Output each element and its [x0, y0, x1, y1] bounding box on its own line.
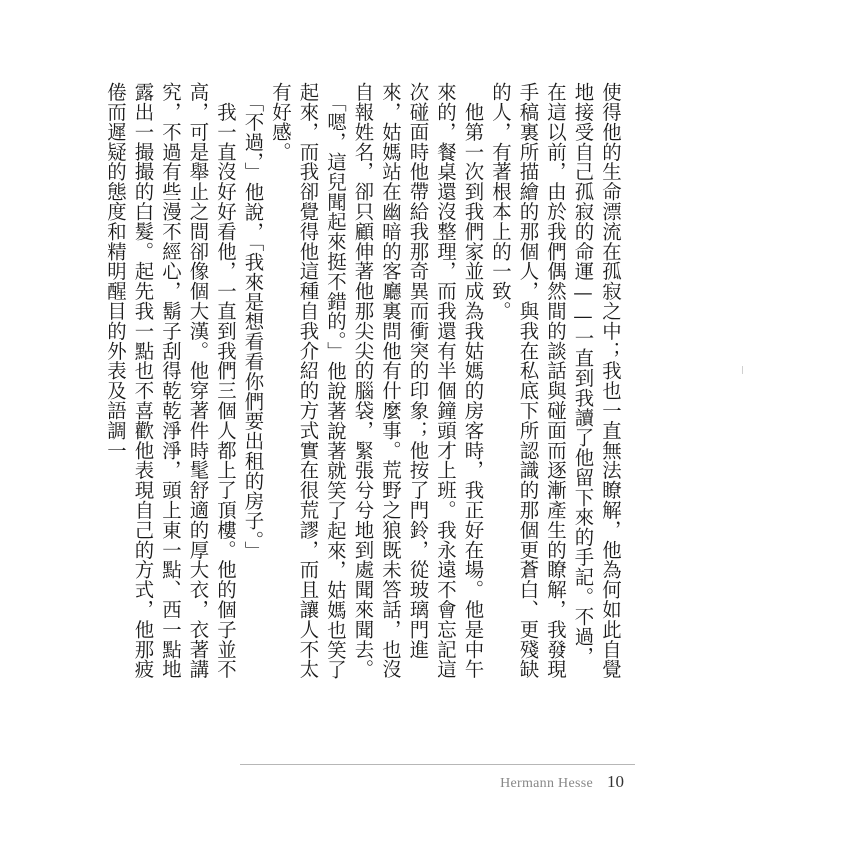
paragraph: 使得他的生命漂流在孤寂之中；我也一直無法瞭解，他為何如此自覺地接受自己孤寂的命運——一直到我讀了他留下來的手記。不過，在這以前，由於我們偶然間的談話與碰面而逐漸產生的瞭解，我發現手稿裏所描繪的那個人，與我在私底下所認識的那個更蒼白、更殘缺的人，有著根本上的一致。 [489, 82, 622, 679]
paragraph: 他第一次到我們家並成為我姑媽的房客時，我正好在場。他是中午來的，餐桌還沒整理，而我還有半個鐘頭才上班。我永遠不會忘記這次碰面時他帶給我那奇異而衝突的印象；他按了門鈴，從玻璃門進來，姑媽站在幽暗的客廳裏問他有什麼事。荒野之狼既未答話，也沒自報姓名，卻只顧伸著他那尖尖的腦袋，緊張兮兮地到處聞來聞去。 [351, 82, 485, 679]
page-number: 10 [607, 772, 624, 791]
running-footer-author: Hermann Hesse [500, 776, 593, 791]
paragraph: 「不過，」他說，「我來是想看看你們要出租的房子。」 [241, 82, 265, 561]
footer-divider [240, 764, 635, 765]
page-footer [500, 772, 624, 792]
paragraph: 我一直沒好好看他，一直到我們三個人都上了頂樓。他的個子並不高，可是舉止之間卻像個大漢。他穿著件時髦舒適的厚大衣，衣著講究，不過有些漫不經心，鬍子刮得乾乾淨淨，頭上東一點、西一點地露出一撮撮的白髮。起先我一點也不喜歡他表現自己的方式，他那疲倦而遲疑的態度和精明醒目的外表及語調一 [104, 82, 237, 679]
vertical-body-text [104, 82, 624, 682]
paragraph: 「嗯，這兒聞起來挺不錯的。」他說著說著就笑了起來，姑媽也笑了起來，而我卻覺得他這種自我介紹的方式實在很荒謬，而且讓人不太有好感。 [269, 82, 347, 680]
edge-mark [742, 366, 743, 374]
